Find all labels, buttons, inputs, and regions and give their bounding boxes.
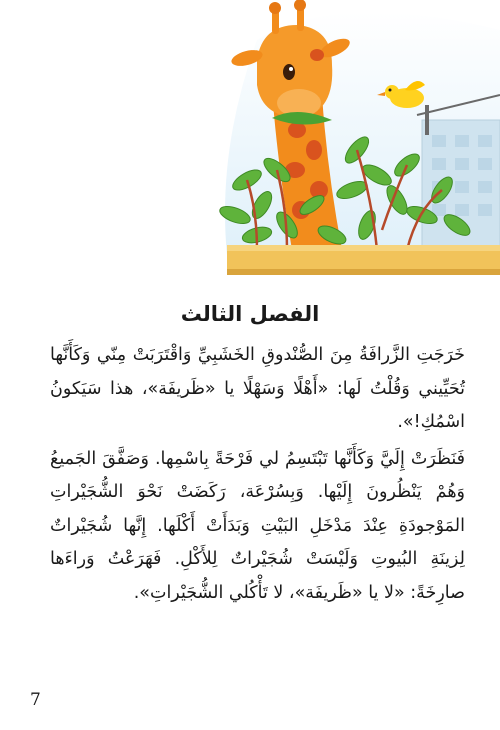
chapter-title: الفصل الثالث (180, 302, 320, 326)
giraffe-illustration (217, 0, 500, 285)
paragraph: خَرَجَتِ الزَّرافَةُ مِنَ الصُّنْدوقِ الخَشَبِيِّ وَاقْتَرَبَتْ مِنّي وَكَأَنَّها تُحَيِّيني وَقُلْتُ لَها: «أَهْلًا وَسَهْلًا يا «ظَريفَة»، هذا سَيَكونُ اسْمُكِ!». (50, 345, 465, 432)
story-text (50, 339, 465, 610)
page-number: 7 (30, 690, 41, 710)
paragraph: فَنَظَرَتْ إِلَيَّ وَكَأَنَّها تَبْتَسِمُ لي فَرْحَةً بِاسْمِها. وَصَفَّقَ الجَميعُ وَهُمْ يَنْظُرونَ إِلَيْها. وَبِسُرْعَة، رَكَضَتْ نَحْوَ الشُّجَيْراتِ المَوْجودَةِ عِنْدَ مَدْخَلِ البَيْتِ وَبَدَأَتْ أَكْلَها. إِنَّها شُجَيْراتٌ لِزينَةِ البُيوتِ وَلَيْسَتْ شُجَيْراتٌ لِلأَكْلِ. فَهَرَعْتُ وَراءَها صارِخَةً: «لا يا «ظَريفَة»، لا تَأْكُلي الشُّجَيْراتِ». (50, 448, 465, 603)
